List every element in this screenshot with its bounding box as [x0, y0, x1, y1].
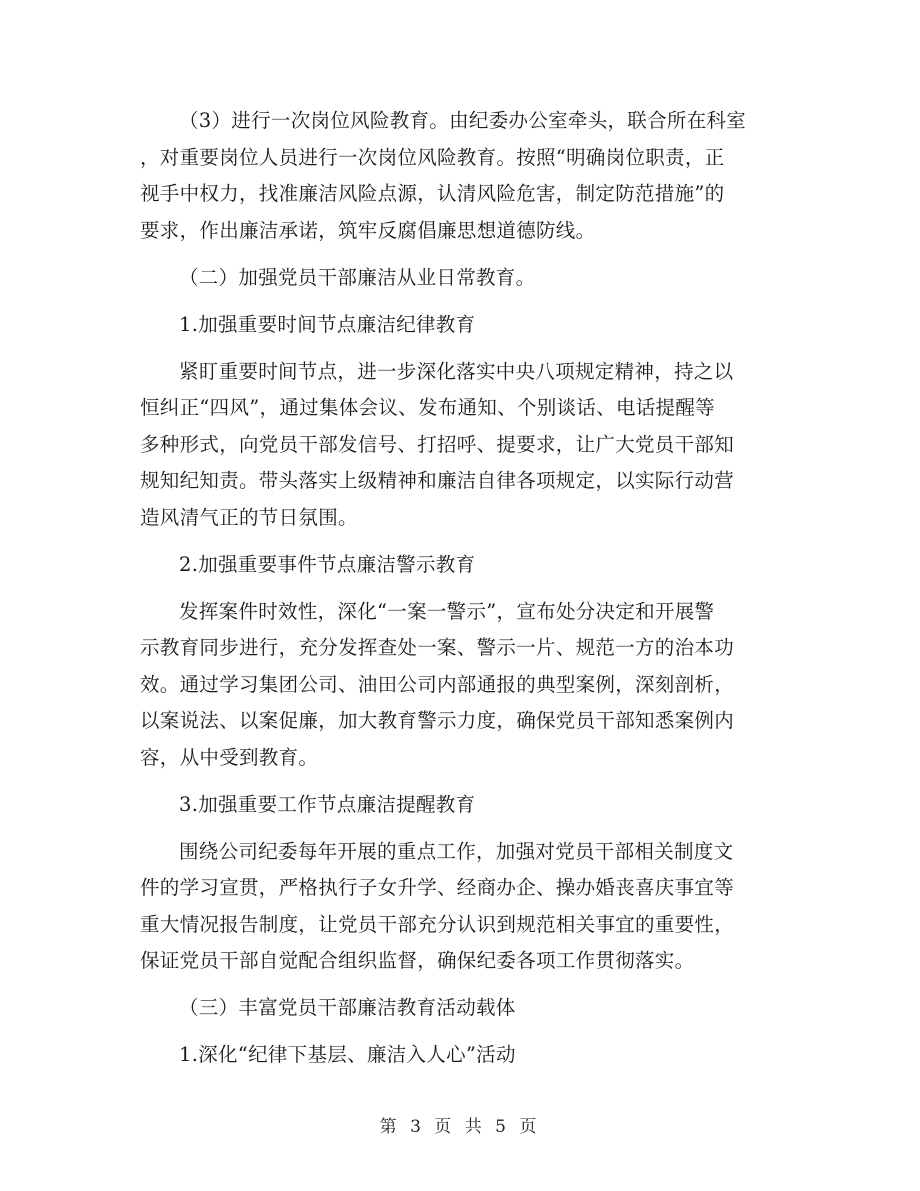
text-line: （3）进行一次岗位风险教育。由纪委办公室牵头，联合所在科室 [179, 109, 747, 132]
paragraph-event-nodes [140, 594, 780, 777]
text-line: 件的学习宣贯，严格执行子女升学、经商办企、操办婚丧喜庆事宜等 [140, 876, 735, 899]
subheading-activity [140, 1037, 780, 1074]
text-line: 以案说法、以案促廉，加大教育警示力度，确保党员干部知悉案例内 [140, 709, 735, 732]
text-line: 保证党员干部自觉配合组织监督，确保纪委各项工作贯彻落实。 [140, 949, 695, 972]
subheading-1 [140, 307, 780, 344]
paragraph-work-nodes [140, 834, 780, 980]
text-line: 造风清气正的节日氛围。 [140, 505, 358, 529]
text-line: 围绕公司纪委每年开展的重点工作，加强对党员干部相关制度文 [179, 839, 734, 863]
text-line: 示教育同步进行，充分发挥查处一案、警示一片、规范一方的治本功 [140, 636, 735, 659]
text-line: ，对重要岗位人员进行一次岗位风险教育。按照“明确岗位职责，正 [140, 145, 725, 169]
section-heading-2 [140, 260, 780, 297]
heading-line: 3.加强重要工作节点廉洁提醒教育 [179, 792, 476, 816]
paragraph-time-nodes [140, 354, 780, 537]
text-line: 要求，作出廉洁承诺，筑牢反腐倡廉思想道德防线。 [140, 218, 596, 242]
heading-line: 2.加强重要事件节点廉洁警示教育 [179, 552, 476, 576]
text-line: 视手中权力，找准廉洁风险点源，认清风险危害，制定防范措施”的 [140, 182, 725, 205]
subheading-2 [140, 547, 780, 584]
subheading-3 [140, 787, 780, 824]
text-line: 多种形式，向党员干部发信号、打招呼、提要求，让广大党员干部知 [140, 432, 735, 456]
text-line: 规知纪知责。带头落实上级精神和廉洁自律各项规定，以实际行动营 [140, 469, 735, 492]
text-line: 容，从中受到教育。 [140, 745, 319, 769]
heading-line: （二）加强党员干部廉洁从业日常教育。 [179, 265, 536, 289]
document-body [140, 103, 780, 1084]
text-line: 重大情况报告制度，让党员干部充分认识到规范相关事宜的重要性， [140, 912, 735, 936]
section-heading-3 [140, 990, 780, 1027]
heading-line: （三）丰富党员干部廉洁教育活动载体 [179, 996, 516, 1019]
heading-line: 1.深化“纪律下基层、廉洁入人心”活动 [179, 1043, 516, 1066]
text-line: 恒纠正“四风”，通过集体会议、发布通知、个别谈话、电话提醒等 [140, 396, 715, 419]
heading-line: 1.加强重要时间节点廉洁纪律教育 [179, 312, 476, 336]
text-line: 紧盯重要时间节点，进一步深化落实中央八项规定精神，持之以 [179, 359, 734, 383]
text-line: 效。通过学习集团公司、油田公司内部通报的典型案例，深刻剖析， [140, 672, 735, 696]
text-line: 发挥案件时效性，深化“一案一警示”，宣布处分决定和开展警 [179, 599, 715, 623]
paragraph-risk-education [140, 103, 780, 249]
page-number-footer: 第 3 页 共 5 页 [379, 1117, 541, 1137]
